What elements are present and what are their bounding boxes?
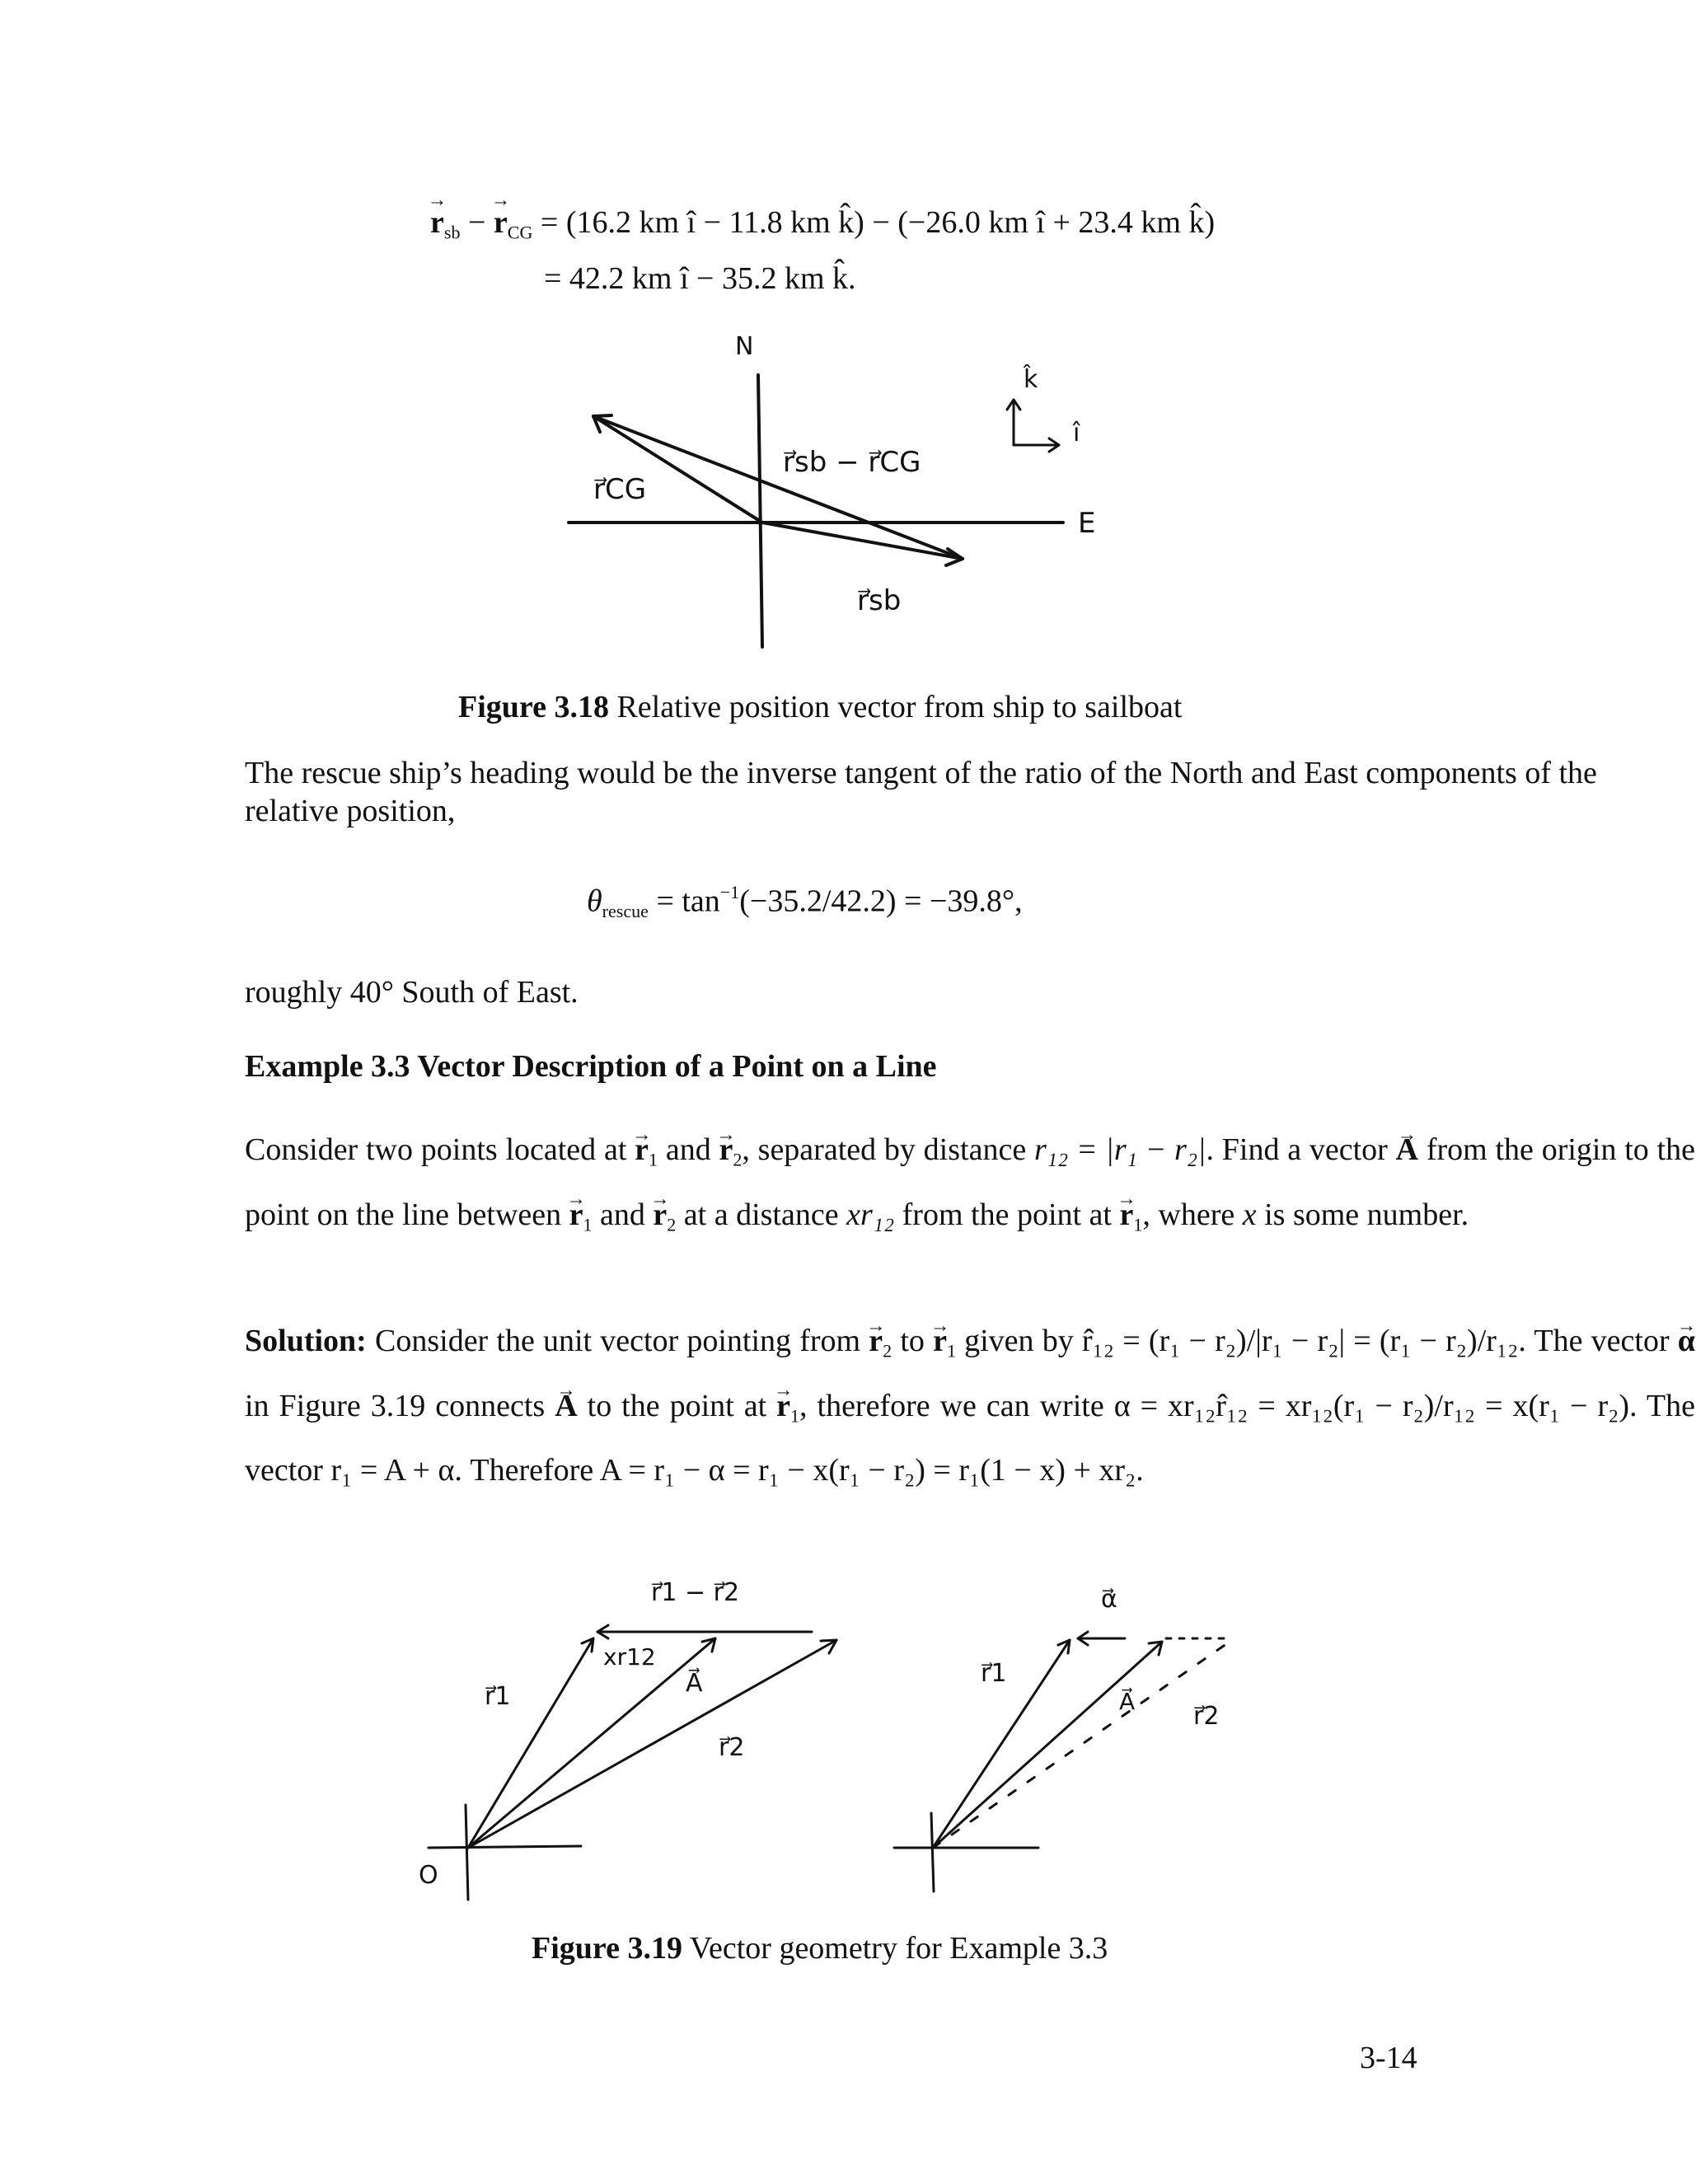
solution-text-10: . [1136,1453,1144,1488]
solution-text-5: in Figure 3.19 connects [245,1388,555,1423]
figure-3-19-sketch [396,1558,1352,1929]
problem-paragraph [245,1122,1695,1252]
r-sb-label: r⃗sb [857,584,902,617]
r1-subscript: 1 [649,1149,658,1170]
north-label: N [735,332,754,361]
theta-rhs-a: = tan [648,883,720,919]
page-number: 3-14 [1360,2041,1417,2075]
solution-r1-symbol-2: → r [776,1379,790,1433]
solution-text-4: . The vector [1518,1324,1678,1358]
left-A-label: A⃗ [686,1669,703,1698]
r2-subscript-2: 2 [667,1214,677,1235]
r-cg-label: r⃗CG [593,473,647,506]
left-r1-label: r⃗1 [485,1682,511,1711]
right-r2-dashed [933,1642,1230,1848]
problem-text-2: , separated by distance [742,1132,1034,1167]
figure-3-19-caption [532,1930,1108,1966]
problem-and-2: and [592,1197,654,1232]
figure-3-19-caption-text: Vector geometry for Example 3.3 [682,1931,1108,1966]
r-sb-subscript: sb [443,222,461,243]
right-alpha-label: α⃗ [1101,1585,1117,1614]
solution-text-9: . Therefore [454,1453,600,1488]
r-sb-vector [762,523,963,559]
left-r2-vector [468,1640,836,1848]
right-diagram [894,1585,1230,1891]
alpha-definition: α = xr₁₂r̂₁₂ = xr₁₂(r₁ − r₂)/r₁₂ = x(r₁ − r₂) [1113,1388,1630,1423]
r1-symbol-3: → r [1120,1188,1134,1242]
problem-text-4: from the origin to the point on the line between [245,1132,1695,1232]
sum-definition: r₁ = A + α [330,1453,455,1488]
figure-3-18-sketch [544,330,1137,659]
left-xr12-label: xr12 [603,1643,656,1671]
solution-text-2: to [892,1324,934,1358]
r1-subscript-2: 1 [583,1214,593,1235]
theta-subscript: rescue [602,901,649,922]
minus-sign: − [460,205,494,240]
left-r1-minus-r2-label: r⃗1 − r⃗2 [651,1578,740,1607]
right-y-axis [931,1813,934,1891]
heading-paragraph: The rescue ship’s heading would be the inverse tangent of the ratio of the North and East components of the relative position, [245,756,1597,828]
r-diff-vector [593,416,963,559]
A-symbol: → A [1396,1122,1418,1177]
solution-text-6: to the point at [577,1388,777,1423]
diff-rhs: = (16.2 km î − 11.8 km k̂) − (−26.0 km î + 23.4 km k̂) [532,205,1216,240]
solution-A-symbol: → A [555,1379,577,1433]
example-heading: Example 3.3 Vector Description of a Point on a Line [245,1049,937,1084]
right-A-label: A⃗ [1119,1688,1136,1715]
solution-text-7: , therefore we can write [799,1388,1114,1423]
problem-text-6: from the point at [894,1197,1120,1232]
solution-paragraph [245,1314,1695,1497]
r1-symbol: → r [635,1122,649,1177]
figure-3-19-number: Figure 3.19 [532,1931,682,1966]
solution-text-1: Consider the unit vector pointing from [366,1324,869,1358]
diff-equation-line-2: = 42.2 km î − 35.2 km k̂. [544,261,856,296]
left-diagram [419,1578,836,1900]
roughly-text: roughly 40° South of East. [245,975,579,1010]
theta-symbol: θ [587,883,602,919]
left-r1-vector [468,1638,593,1848]
solution-r1-subscript-2: 1 [790,1405,800,1427]
problem-text-5: at a distance [676,1197,847,1232]
solution-text-3: given by [955,1324,1082,1358]
r1-subscript-3: 1 [1133,1214,1143,1235]
left-y-axis [466,1805,468,1900]
r2-symbol-2: → r [653,1188,667,1242]
r-cg-subscript: CG [507,222,533,243]
final-expression: A = r₁ − α = r₁ − x(r₁ − r₂) = r₁(1 − x) + xr₂ [599,1453,1136,1488]
solution-r2-subscript: 2 [883,1340,893,1361]
r-cg-vector [593,416,762,523]
figure-3-18-caption-text: Relative position vector from ship to sailboat [608,690,1183,724]
distance-expression: r₁₂ = |r₁ − r₂| [1033,1132,1206,1167]
problem-text-8: is some number. [1256,1197,1469,1232]
left-origin-label: O [419,1861,438,1890]
problem-text-3: . Find a vector [1206,1132,1396,1167]
solution-text-8: . The vector [245,1388,1695,1488]
diff-equation-line-1 [430,204,1215,244]
unit-vector-definition: r̂₁₂ = (r₁ − r₂)/|r₁ − r₂| = (r₁ − r₂)/r₁₂ [1081,1324,1519,1358]
r2-symbol: → r [719,1122,733,1177]
r2-subscript: 2 [733,1149,743,1170]
alpha-symbol: → α [1678,1314,1695,1368]
theta-superscript: −1 [719,882,740,902]
r-diff-label: r⃗sb − r⃗CG [783,446,921,479]
north-axis [758,375,762,647]
right-r1-label: r⃗1 [981,1659,1007,1688]
solution-r2-symbol: → r [869,1314,883,1368]
solution-r1-symbol: → r [933,1314,947,1368]
right-r2-label: r⃗2 [1193,1702,1220,1731]
r-sb-symbol: → r [430,204,444,241]
figure-3-18-number: Figure 3.18 [458,690,609,724]
problem-text-1: Consider two points located at [245,1132,635,1167]
r1-symbol-2: → r [569,1188,583,1242]
solution-label: Solution: [245,1324,367,1358]
left-x-axis [429,1846,581,1848]
left-A-vector [468,1638,715,1848]
figure-3-18-caption [458,689,1182,725]
problem-and-1: and [658,1132,719,1167]
unit-i-label: î [1073,419,1080,448]
solution-r1-subscript: 1 [946,1340,956,1361]
r-cg-symbol: → r [494,204,508,241]
unit-k-label: k̂ [1024,365,1038,394]
xr12-expression: xr₁₂ [846,1197,895,1232]
east-label: E [1078,507,1096,540]
theta-rhs-b: (−35.2/42.2) = −39.8°, [739,883,1023,919]
left-r2-label: r⃗2 [719,1733,745,1762]
x-symbol: x [1242,1197,1257,1232]
problem-text-7: , where [1142,1197,1243,1232]
theta-equation [587,882,1023,922]
